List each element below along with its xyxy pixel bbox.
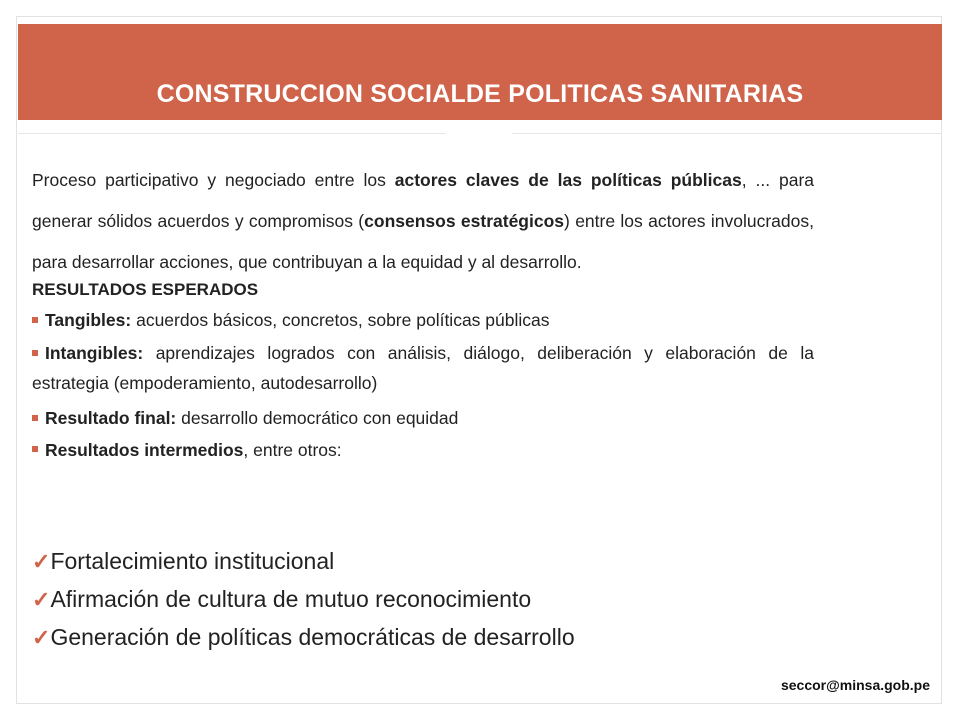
check-icon: ✓ [32, 587, 51, 612]
bullet-label: Resultado final: [45, 408, 177, 429]
bullet-item-intermediate [32, 440, 814, 462]
check-icon: ✓ [32, 625, 51, 650]
bullet-text: , entre otros: [243, 440, 342, 460]
check-text: Afirmación de cultura de mutuo reconocimiento [50, 586, 532, 612]
separator-line-left [18, 133, 446, 134]
footer-email: seccor@minsa.gob.pe [780, 677, 930, 693]
check-list [32, 545, 575, 659]
slide-title: CONSTRUCCION SOCIALDE POLITICAS SANITARIAS [156, 80, 804, 108]
bullet-label: Resultados intermedios [45, 440, 244, 460]
square-bullet-icon [32, 446, 38, 452]
intro-text: ) entre los actores involucrados, para desarrollar acciones, que contribuyan a la equidad y al desarrollo. [32, 211, 814, 272]
bullet-text: desarrollo democrático con equidad [176, 408, 459, 429]
check-item [32, 621, 575, 659]
check-text: Fortalecimiento institucional [50, 548, 335, 574]
square-bullet-icon [32, 415, 38, 421]
separator-line-right [512, 133, 942, 134]
intro-bold: consensos estratégicos [364, 211, 565, 231]
bullet-item-tangibles [32, 310, 814, 332]
square-bullet-icon [32, 350, 38, 356]
slide-body [32, 170, 814, 462]
square-bullet-icon [32, 317, 38, 323]
check-icon: ✓ [32, 549, 51, 574]
results-heading: RESULTADOS ESPERADOS [32, 280, 259, 299]
check-text: Generación de políticas democráticas de desarrollo [50, 624, 575, 650]
bullet-item-intangibles [32, 338, 814, 398]
bullet-label: Tangibles: [45, 310, 132, 331]
bullet-text: acuerdos básicos, concretos, sobre políticas públicas [131, 310, 550, 331]
bullet-label: Intangibles: [45, 343, 144, 364]
intro-text: Proceso participativo y negociado entre los [32, 170, 395, 190]
intro-paragraph [32, 160, 814, 283]
bullet-item-final [32, 408, 814, 430]
intro-bold: actores claves de las políticas públicas [394, 170, 742, 190]
bullet-text: aprendizajes logrados con análisis, diálogo, deliberación y elaboración de la estrategia (empoderamiento, autodesarrollo) [32, 343, 814, 394]
check-item [32, 583, 575, 621]
intro-text: , ... para generar sólidos acuerdos y compromisos ( [32, 170, 814, 231]
check-item [32, 545, 575, 583]
